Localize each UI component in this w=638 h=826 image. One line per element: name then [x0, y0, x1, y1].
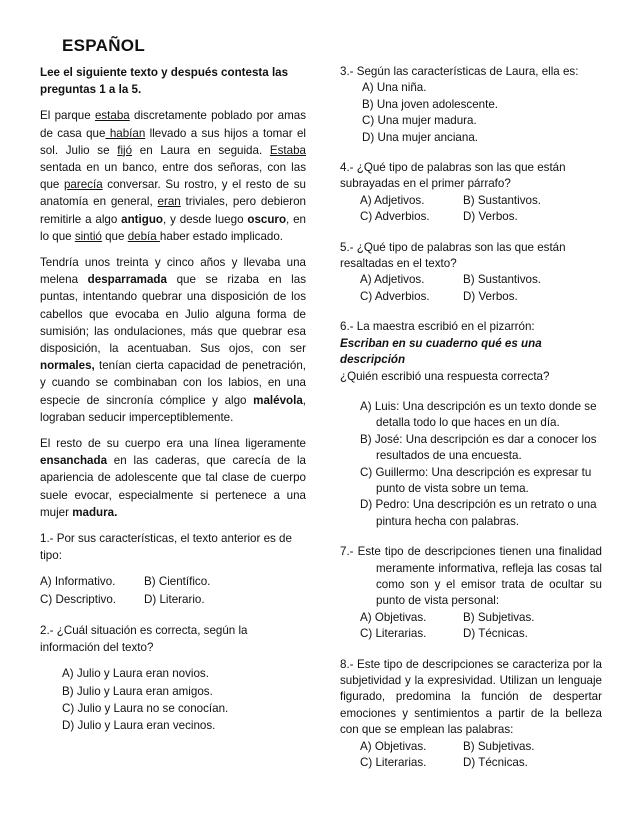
option[interactable]: D) Verbos.: [463, 289, 518, 303]
option[interactable]: C) Adverbios.: [360, 210, 430, 224]
option[interactable]: C) Descriptivo.: [40, 592, 117, 606]
option[interactable]: A) Objetivas.: [360, 610, 427, 624]
question-3: 3.- Según las características de Laura, ella es:: [340, 65, 579, 78]
question-5-options: [340, 272, 602, 305]
right-column: [340, 64, 602, 771]
instruction: Lee el siguiente texto y después contesta las preguntas 1 a la 5.: [40, 66, 289, 97]
question-1: 1.- Por sus características, el texto anterior es de tipo:: [40, 532, 292, 563]
option[interactable]: A) Objetivas.: [360, 739, 427, 753]
option[interactable]: A) Una niña.: [362, 81, 427, 95]
question-4-options: [340, 193, 602, 226]
paragraph-1: El parque estaba discretamente poblado por amas de casa que habían llevado a sus hijos a tomar el sol. Julio se fijó en Laura en seguida. Estaba sentada en un banco, entre dos señoras, con las que parecía conversar. Su rostro, y el resto de su anatomía en general, eran triviales, pero debieron remitirle a algo antiguo, y desde luego oscuro, en lo que sintió que debía haber estado implicado.: [40, 109, 306, 243]
option[interactable]: C) Guillermo: Una descripción es expresar tu punto de vista sobre un tema.: [360, 465, 592, 495]
page-title: ESPAÑOL: [62, 36, 146, 55]
option[interactable]: D) Verbos.: [463, 210, 518, 224]
option[interactable]: D) Pedro: Una descripción es un retrato o una pintura hecha con palabras.: [360, 498, 597, 528]
option[interactable]: A) Informativo.: [40, 575, 116, 589]
option[interactable]: B) Subjetivas.: [463, 739, 535, 753]
option[interactable]: D) Técnicas.: [463, 756, 528, 770]
option[interactable]: B) Sustantivos.: [463, 273, 541, 287]
question-2: 2.- ¿Cuál situación es correcta, según la información del texto?: [40, 623, 248, 655]
option[interactable]: B) José: Una descripción es dar a conocer los resultados de una encuesta.: [360, 432, 597, 463]
option[interactable]: A) Luis: Una descripción es un texto donde se detalla todo lo que haces en un día.: [360, 399, 597, 430]
option[interactable]: A) Adjetivos.: [360, 193, 425, 207]
option[interactable]: B) Científico.: [144, 575, 211, 589]
left-column: [40, 64, 306, 734]
question-5: 5.- ¿Qué tipo de palabras son las que están resaltadas en el texto?: [340, 240, 566, 271]
question-4: 4.- ¿Qué tipo de palabras son las que están subrayadas en el primer párrafo?: [340, 161, 566, 191]
question-1-options: [40, 573, 306, 607]
question-8: 8.- Este tipo de descripciones se caracteriza por la subjetividad y la expresividad. Utilizan un lenguaje figurado, predomina la función de despertar emociones y sentimientos a partir de la belleza con que se emplean las palabras:: [340, 657, 602, 737]
option[interactable]: D) Una mujer anciana.: [362, 130, 478, 144]
question-2-options: [40, 665, 306, 734]
question-7-options: [340, 610, 602, 643]
option[interactable]: B) Sustantivos.: [463, 193, 541, 207]
option[interactable]: A) Adjetivos.: [360, 273, 425, 287]
option[interactable]: D) Julio y Laura eran vecinos.: [62, 718, 216, 732]
option[interactable]: C) Literarias.: [360, 756, 427, 770]
question-8-options: [340, 739, 602, 772]
question-6: 6.- La maestra escribió en el pizarrón:: [340, 320, 535, 334]
paragraph-3: El resto de su cuerpo era una línea ligeramente ensanchada en las caderas, que carecía de la apariencia de adolescente que tal clase de cuerpo suele evocar, especialmente si pertenece a una mujer madura.: [40, 437, 306, 519]
question-6-options: [340, 399, 602, 530]
option[interactable]: D) Técnicas.: [463, 627, 528, 641]
question-3-options: [340, 80, 602, 146]
option[interactable]: B) Una joven adolescente.: [362, 97, 498, 111]
question-6-quote: Escriban en su cuaderno qué es una descripción: [340, 336, 542, 367]
option[interactable]: B) Subjetivas.: [463, 610, 535, 624]
option[interactable]: D) Literario.: [144, 592, 205, 606]
option[interactable]: B) Julio y Laura eran amigos.: [62, 684, 213, 698]
option[interactable]: C) Julio y Laura no se conocían.: [62, 701, 229, 715]
option[interactable]: C) Adverbios.: [360, 289, 430, 303]
question-6-prompt: ¿Quién escribió una respuesta correcta?: [340, 369, 550, 383]
option[interactable]: C) Literarias.: [360, 627, 427, 641]
option[interactable]: C) Una mujer madura.: [362, 114, 477, 128]
paragraph-2: Tendría unos treinta y cinco años y llevaba una melena desparramada que se rizaba en las puntas, intentando quebrar una disposición de los cabellos que evocaba en Julio alguna forma de sumisión; las ondulaciones, más que quebrar esa disposición, la acentuaban. Sus ojos, con ser normales, tenían cierta capacidad de penetración, y cuando se combinaban con los labios, en una especie de sincronía cómplice y algo malévola, lograban seducir imperceptiblemente.: [40, 256, 306, 424]
option[interactable]: A) Julio y Laura eran novios.: [62, 667, 209, 681]
question-7: 7.- Este tipo de descripciones tienen una finalidad meramente informativa, refleja las cosas tal como son y el emisor trata de ocultar su punto de vista personal:: [340, 545, 602, 608]
